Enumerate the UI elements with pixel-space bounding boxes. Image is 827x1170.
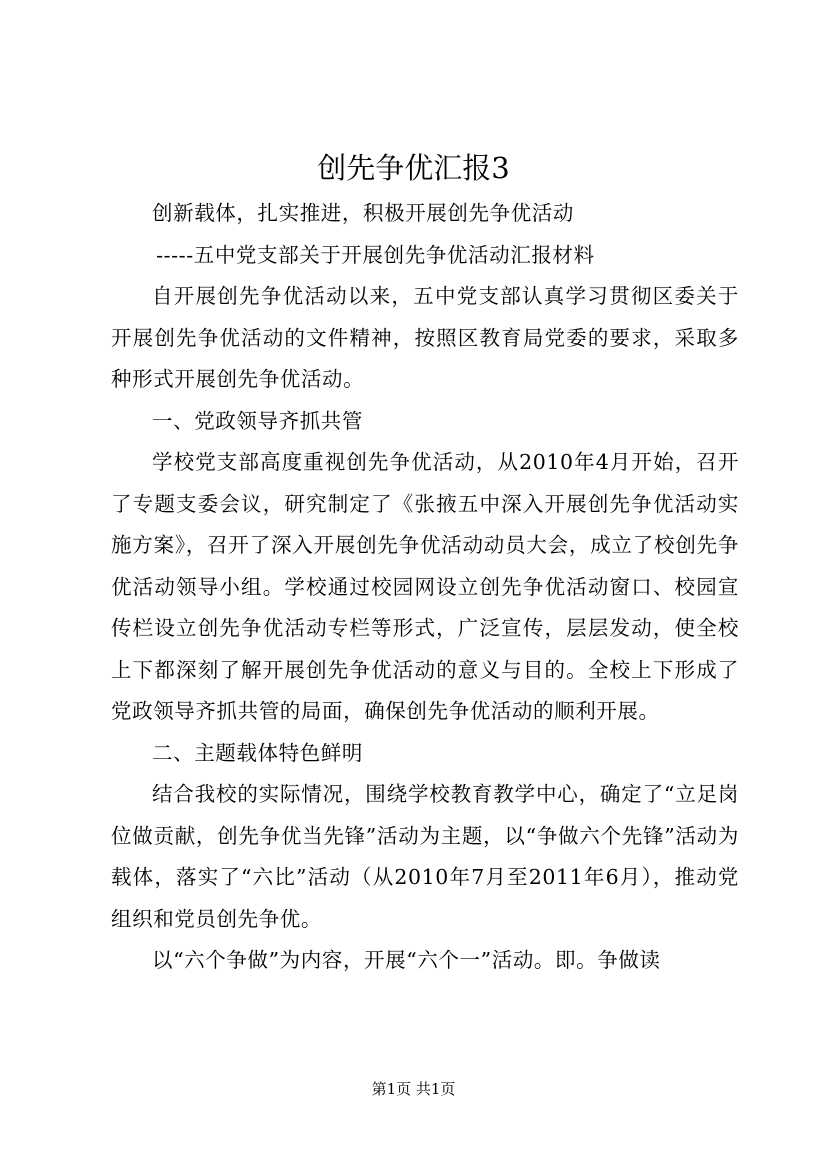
subtitle-paragraph: 创新载体，扎实推进，积极开展创先争优活动: [152, 201, 574, 225]
intro-paragraph: 自开展创先争优活动以来，五中党支部认真学习贯彻区委关于开展创先争优活动的文件精神，按照区教育局党委的要求，采取多种形式开展创先争优活动。: [111, 284, 739, 391]
section-1-paragraph: 学校党支部高度重视创先争优活动，从2010年4月开始，召开了专题支委会议，研究制定了《张掖五中深入开展创先争优活动实施方案》，召开了深入开展创先争优活动动员大会，成立了校创先争优活动领导小组。学校通过校园网设立创先争优活动窗口、校园宣传栏设立创先争优活动专栏等形式，广泛宣传，层层发动，使全校上下都深刻了解开展创先争优活动的意义与目的。全校上下形成了党政领导齐抓共管的局面，确保创先争优活动的顺利开展。: [111, 450, 739, 723]
section-heading-1: 一、党政领导齐抓共管: [152, 408, 363, 433]
document-body: [111, 193, 739, 982]
byline-paragraph: -----五中党支部关于开展创先争优活动汇报材料: [156, 242, 595, 267]
section-2-continuation: 以“六个争做”为内容，开展“六个一”活动。即。争做读: [152, 948, 661, 972]
section-heading-2: 二、主题载体特色鲜明: [152, 740, 363, 765]
section-2-paragraph: 结合我校的实际情况，围绕学校教育教学中心，确定了“立足岗位做贡献，创先争优当先锋”活动为主题，以“争做六个先锋”活动为载体，落实了“六比”活动（从2010年7月至2011年6月），推动党组织和党员创先争优。: [111, 782, 739, 931]
document-title: 创先争优汇报3: [317, 151, 510, 185]
page-footer: 第1页 共1页: [371, 1080, 456, 1098]
